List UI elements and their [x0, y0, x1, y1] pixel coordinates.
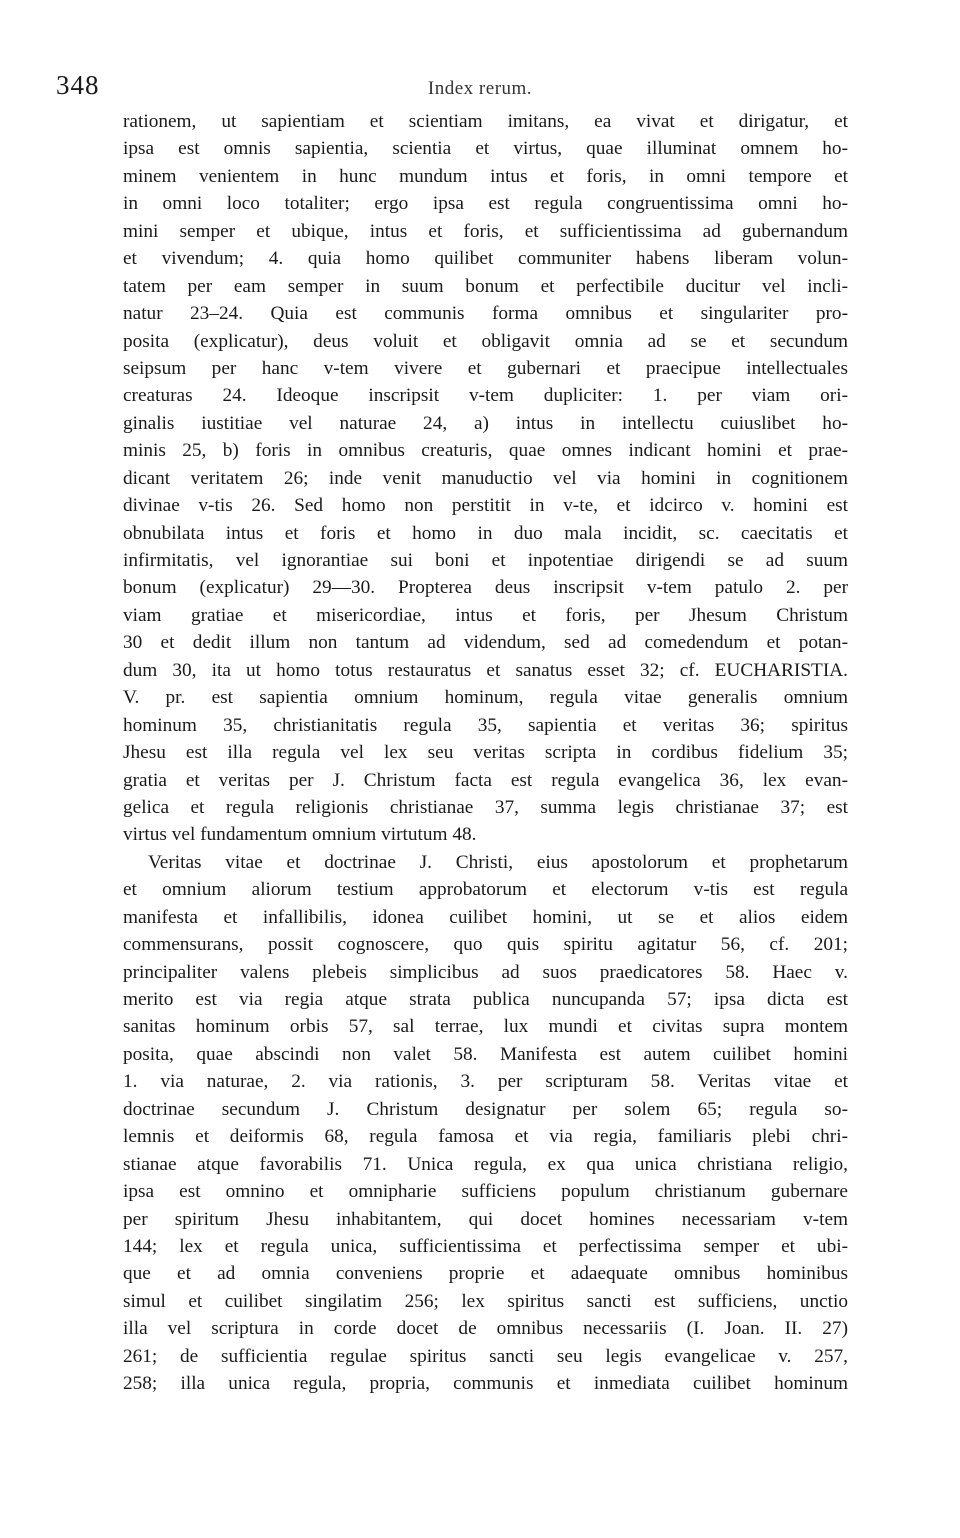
- index-entry-text: [123, 108, 848, 1398]
- text-line: posita, quae abscindi non valet 58. Manifesta est autem cuilibet homini: [123, 1043, 848, 1065]
- text-line: mini semper et ubique, intus et foris, et sufficientissima ad gubernandum: [123, 220, 848, 242]
- text-line: ipsa est omnis sapientia, scientia et virtus, quae illuminat omnem ho-: [123, 138, 848, 160]
- text-line: hominum 35, christianitatis regula 35, sapientia et veritas 36; spiritus: [123, 714, 848, 736]
- text-line: seipsum per hanc v-tem vivere et gubernari et praecipue intellectuales: [123, 357, 848, 379]
- text-line: 261; de sufficientia regulae spiritus sancti seu legis evangelicae v. 257,: [123, 1345, 848, 1367]
- text-line: viam gratiae et misericordiae, intus et foris, per Jhesum Christum: [123, 604, 848, 626]
- text-line: lemnis et deiformis 68, regula famosa et via regia, familiaris plebi chri-: [123, 1126, 848, 1148]
- text-line: dum 30, ita ut homo totus restauratus et sanatus esset 32; cf. EUCHARISTIA.: [123, 659, 848, 681]
- text-line: natur 23–24. Quia est communis forma omnibus et singulariter pro-: [123, 303, 848, 325]
- text-line: gratia et veritas per J. Christum facta est regula evangelica 36, lex evan-: [123, 769, 848, 791]
- text-line: 30 et dedit illum non tantum ad videndum, sed ad comedendum et potan-: [123, 632, 848, 654]
- text-line: Veritas vitae et doctrinae J. Christi, eius apostolorum et prophetarum: [148, 851, 848, 873]
- text-line: ginalis iustitiae vel naturae 24, a) intus in intellectu cuiuslibet ho-: [123, 412, 848, 434]
- text-line: bonum (explicatur) 29—30. Propterea deus inscripsit v-tem patulo 2. per: [123, 577, 848, 599]
- text-line: que et ad omnia conveniens proprie et adaequate omnibus hominibus: [123, 1263, 848, 1285]
- text-line: 1. via naturae, 2. via rationis, 3. per scripturam 58. Veritas vitae et: [123, 1071, 848, 1093]
- text-line: dicant veritatem 26; inde venit manuductio vel via homini in cognitionem: [123, 467, 848, 489]
- text-line: gelica et regula religionis christianae 37, summa legis christianae 37; est: [123, 796, 848, 818]
- page-number: 348: [56, 70, 100, 100]
- text-line: simul et cuilibet singilatim 256; lex spiritus sancti est sufficiens, unctio: [123, 1290, 848, 1312]
- text-line: minem venientem in hunc mundum intus et foris, in omni tempore et: [123, 165, 848, 187]
- text-line: commensurans, possit cognoscere, quo quis spiritu agitatur 56, cf. 201;: [123, 934, 848, 956]
- text-line: et vivendum; 4. quia homo quilibet communiter habens liberam volun-: [123, 248, 848, 270]
- text-line: principaliter valens plebeis simplicibus ad suos praedicatores 58. Haec v.: [123, 961, 848, 983]
- text-line: ipsa est omnino et omnipharie sufficiens populum christianum gubernare: [123, 1181, 848, 1203]
- text-line: manifesta et infallibilis, idonea cuilibet homini, ut se et alios eidem: [123, 906, 848, 928]
- text-line: infirmitatis, vel ignorantiae sui boni et inpotentiae dirigendi se ad suum: [123, 550, 848, 571]
- text-line: creaturas 24. Ideoque inscripsit v-tem dupliciter: 1. per viam ori-: [123, 385, 848, 407]
- text-line: rationem, ut sapientiam et scientiam imitans, ea vivat et dirigatur, et: [123, 111, 848, 132]
- text-line: doctrinae secundum J. Christum designatur per solem 65; regula so-: [123, 1098, 848, 1120]
- text-line: illa vel scriptura in corde docet de omnibus necessariis (I. Joan. II. 27): [123, 1318, 848, 1340]
- text-line: minis 25, b) foris in omnibus creaturis, quae omnes indicant homini et prae-: [123, 440, 848, 462]
- text-line: sanitas hominum orbis 57, sal terrae, lux mundi et civitas supra montem: [123, 1016, 848, 1038]
- text-line: obnubilata intus et foris et homo in duo mala incidit, sc. caecitatis et: [123, 522, 848, 544]
- text-line: stianae atque favorabilis 71. Unica regula, ex qua unica christiana religio,: [123, 1153, 848, 1175]
- text-line: 258; illa unica regula, propria, communis et inmediata cuilibet hominum: [123, 1373, 848, 1395]
- text-line: virtus vel fundamentum omnium virtutum 48.: [123, 824, 477, 846]
- text-line: V. pr. est sapientia omnium hominum, regula vitae generalis omnium: [123, 687, 848, 709]
- running-head: Index rerum.: [427, 78, 533, 99]
- text-line: 144; lex et regula unica, sufficientissima et perfectissima semper et ubi-: [123, 1235, 848, 1257]
- text-line: Jhesu est illa regula vel lex seu veritas scripta in cordibus fidelium 35;: [123, 742, 848, 764]
- text-line: posita (explicatur), deus voluit et obligavit omnia ad se et secundum: [123, 330, 848, 352]
- text-line: per spiritum Jhesu inhabitantem, qui docet homines necessariam v-tem: [123, 1208, 848, 1230]
- text-line: et omnium aliorum testium approbatorum et electorum v-tis est regula: [123, 879, 848, 901]
- text-line: merito est via regia atque strata publica nuncupanda 57; ipsa dicta est: [123, 989, 848, 1010]
- text-line: tatem per eam semper in suum bonum et perfectibile ducitur vel incli-: [123, 275, 848, 297]
- text-line: in omni loco totaliter; ergo ipsa est regula congruentissima omni ho-: [123, 193, 848, 215]
- text-line: divinae v-tis 26. Sed homo non perstitit in v-te, et idcirco v. homini est: [123, 495, 848, 517]
